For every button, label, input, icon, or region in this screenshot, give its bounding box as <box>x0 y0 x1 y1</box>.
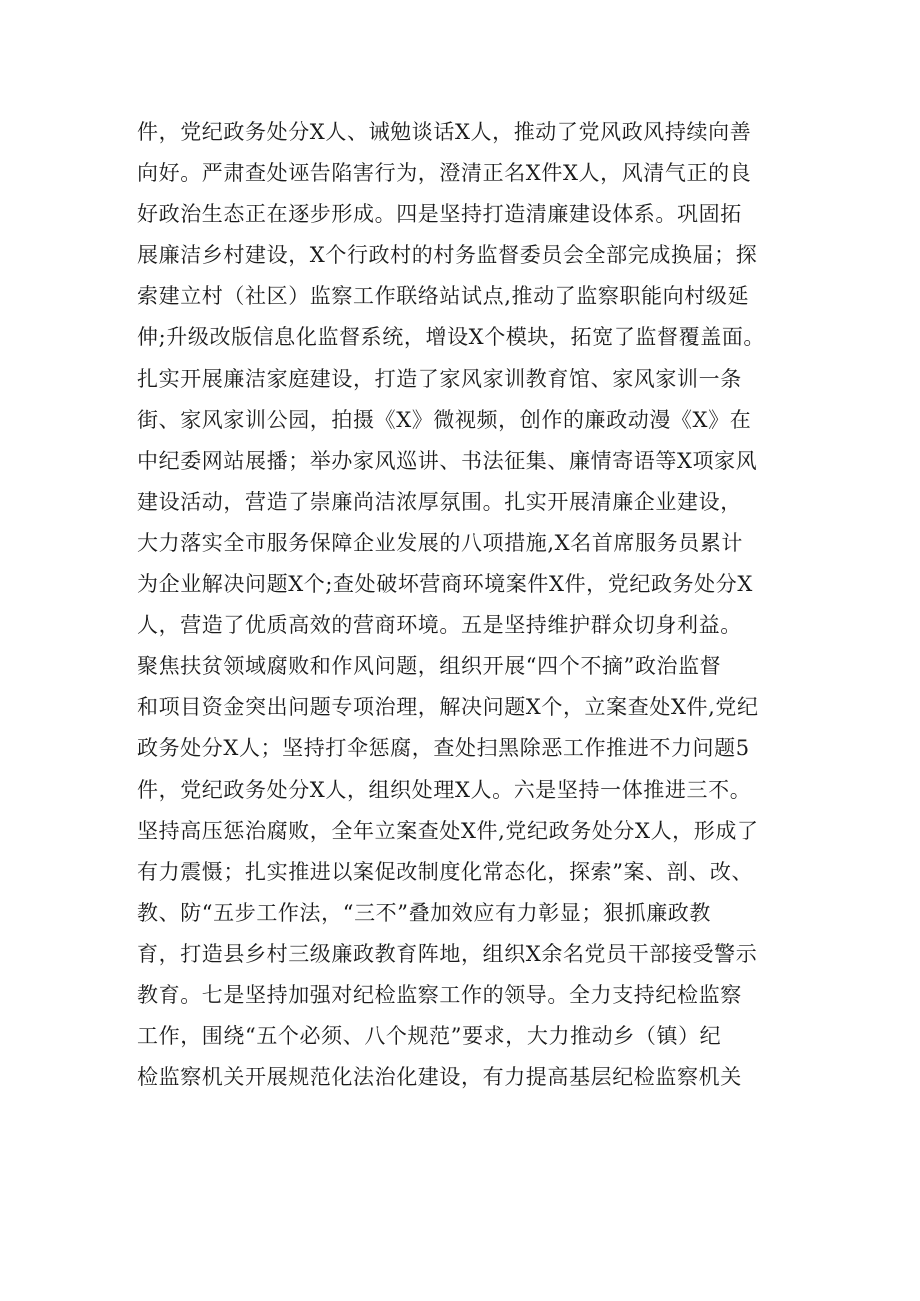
text-line: 育，打造县乡村三级廉政教育阵地，组织X余名党员干部接受警示 <box>137 941 758 966</box>
text-line: 件，党纪政务处分X人，组织处理X人。六是坚持一体推进三不。 <box>137 777 752 802</box>
text-line: 街、家风家训公园，拍摄《X》微视频，创作的廉政动漫《X》在 <box>137 407 752 432</box>
text-line: 向好。严肃查处诬告陷害行为，澄清正名X件X人，风清气正的良 <box>137 161 752 186</box>
text-line: 建设活动，营造了崇廉尚洁浓厚氛围。扎实开展清廉企业建设， <box>137 489 742 514</box>
text-line: 政务处分X人；坚持打伞惩腐，查处扫黑除恶工作推进不力问题5 <box>137 736 750 761</box>
text-line: 好政治生态正在逐步形成。四是坚持打造清廉建设体系。巩固拓 <box>137 202 742 227</box>
text-line: 大力落实全市服务保障企业发展的八项措施,X名首席服务员累计 <box>137 530 744 555</box>
text-line: 中纪委网站展播；举办家风巡讲、书法征集、廉情寄语等X项家风 <box>137 448 758 473</box>
text-line: 工作，围绕“五个必须、八个规范”要求，大力推动乡（镇）纪 <box>137 1024 722 1049</box>
text-line: 坚持高压惩治腐败，全年立案查处X件,党纪政务处分X人，形成了 <box>137 818 759 843</box>
body-text <box>137 112 797 1098</box>
text-line: 检监察机关开展规范化法治化建设，有力提高基层纪检监察机关 <box>137 1065 742 1090</box>
text-line: 为企业解决问题X个;查处破坏营商环境案件X件，党纪政务处分X <box>137 572 753 597</box>
text-line: 有力震慑；扎实推进以案促改制度化常态化，探索”案、剖、改、 <box>137 859 754 884</box>
text-line: 扎实开展廉洁家庭建设，打造了家风家训教育馆、家风家训一条 <box>137 366 742 391</box>
text-line: 教育。七是坚持加强对纪检监察工作的领导。全力支持纪检监察 <box>137 982 742 1007</box>
text-line: 伸;升级改版信息化监督系统，增设X个模块，拓宽了监督覆盖面。 <box>137 325 766 350</box>
text-line: 聚焦扶贫领域腐败和作风问题，组织开展“四个不摘”政治监督 <box>137 654 722 679</box>
text-line: 展廉洁乡村建设，X个行政村的村务监督委员会全部完成换届；探 <box>137 243 758 268</box>
text-line: 索建立村（社区）监察工作联络站试点,推动了监察职能向村级延 <box>137 284 750 309</box>
text-line: 人，营造了优质高效的营商环境。五是坚持维护群众切身利益。 <box>137 613 742 638</box>
text-line: 教、防“五步工作法，“三不”叠加效应有力彰显；狠抓廉政教 <box>137 900 712 925</box>
text-line: 和项目资金突出问题专项治理，解决问题X个，立案查处X件,党纪 <box>137 695 759 720</box>
text-line: 件，党纪政务处分X人、诫勉谈话X人，推动了党风政风持续向善 <box>137 120 752 144</box>
